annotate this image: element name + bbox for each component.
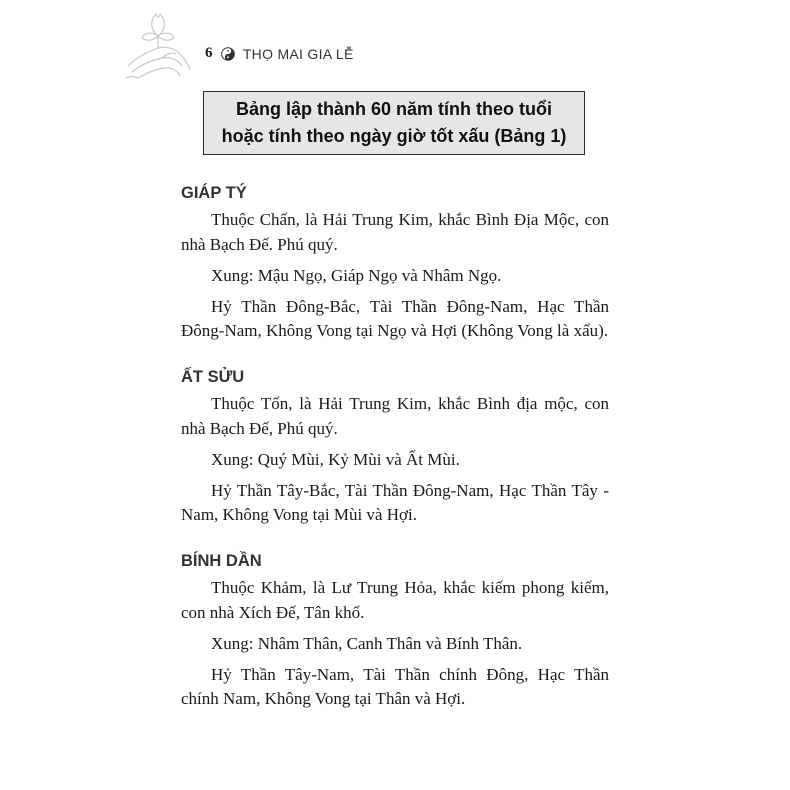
page-number: 6 <box>205 45 213 61</box>
section-heading: BÍNH DẦN <box>181 552 262 570</box>
paragraph: Xung: Nhâm Thân, Canh Thân và Bính Thân. <box>211 633 523 653</box>
table-title-box <box>203 91 585 155</box>
paragraph: Xung: Mậu Ngọ, Giáp Ngọ và Nhâm Ngọ. <box>211 265 502 285</box>
running-header <box>205 45 354 62</box>
paragraph: Hỷ Thần Tây-Nam, Tài Thần chính Đông, Hạc Thần chính Nam, Không Vong tại Thân và Hợi. <box>181 664 609 708</box>
section-giap-ty <box>181 178 609 344</box>
paragraph: Hỷ Thần Đông-Bắc, Tài Thần Đông-Nam, Hạc Thần Đông-Nam, Không Vong tại Ngọ và Hợi (Không Vong là xấu). <box>181 296 609 340</box>
paragraph: Thuộc Tốn, là Hải Trung Kim, khắc Bình địa mộc, con nhà Bạch Đế, Phú quý. <box>181 394 609 438</box>
section-at-suu <box>181 362 609 528</box>
page-content <box>181 178 609 718</box>
yin-yang-icon <box>221 47 235 61</box>
paragraph: Hỷ Thần Tây-Bắc, Tài Thần Đông-Nam, Hạc Thần Tây - Nam, Không Vong tại Mùi và Hợi. <box>181 480 609 524</box>
title-line-1: Bảng lập thành 60 năm tính theo tuổi <box>235 99 552 119</box>
section-binh-dan <box>181 546 609 712</box>
paragraph: Thuộc Chấn, là Hải Trung Kim, khắc Bình Địa Mộc, con nhà Bạch Đế. Phú quý. <box>181 210 609 254</box>
paragraph: Thuộc Khảm, là Lư Trung Hỏa, khắc kiếm phong kiếm, con nhà Xích Đế, Tân khổ. <box>181 578 609 622</box>
paragraph: Xung: Quý Mùi, Kỷ Mùi và Ất Mùi. <box>211 449 460 469</box>
section-heading: ẤT SỬU <box>181 368 245 386</box>
book-title: THỌ MAI GIA LỄ <box>242 45 354 62</box>
section-heading: GIÁP TÝ <box>181 184 247 202</box>
title-line-2: hoặc tính theo ngày giờ tốt xấu (Bảng 1) <box>221 126 567 146</box>
lotus-hand-ornament-icon <box>118 6 198 86</box>
